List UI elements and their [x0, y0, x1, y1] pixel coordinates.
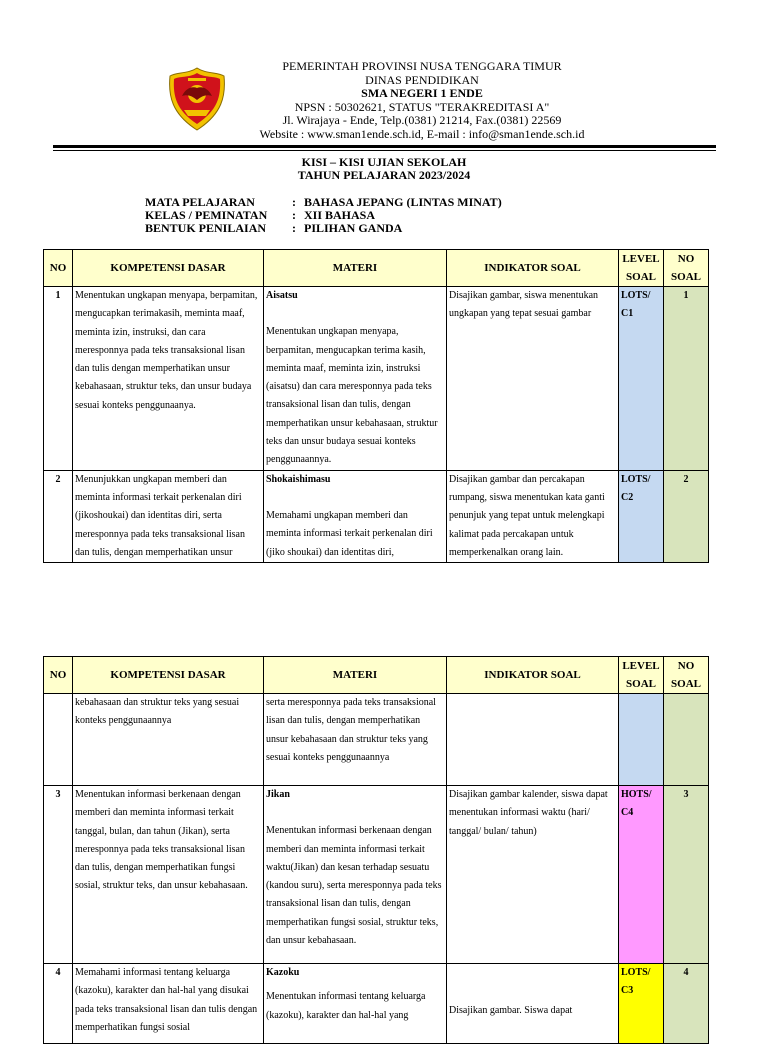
- row-number: 2: [44, 470, 73, 562]
- row-no-soal: [664, 694, 709, 786]
- header-no: NO: [44, 657, 73, 694]
- table-header-row: [44, 657, 709, 694]
- meta-label: MATA PELAJARAN: [145, 195, 255, 209]
- materi-body: Memahami ungkapan memberi dan meminta informasi terkait perkenalan diri (jiko shoukai) dan identitas diri,: [266, 509, 433, 558]
- header-level-soal: [619, 250, 664, 287]
- header-no-soal: [664, 657, 709, 694]
- level-line1: LOTS/: [621, 290, 651, 301]
- header-kompetensi-dasar: KOMPETENSI DASAR: [73, 657, 264, 694]
- document-title: [0, 156, 768, 182]
- meta-separator: :: [292, 208, 296, 223]
- row-indikator: Disajikan gambar, siswa menentukan ungkapan yang tepat sesuai gambar: [447, 287, 619, 471]
- level-line2: C2: [621, 491, 634, 503]
- row-no-soal: 1: [664, 287, 709, 471]
- kop-province: PEMERINTAH PROVINSI NUSA TENGGARA TIMUR: [282, 59, 562, 73]
- row-number: [44, 694, 73, 786]
- header-nosoal-line2: SOAL: [671, 678, 701, 690]
- row-materi: [264, 786, 447, 964]
- kop-school-name: SMA NEGERI 1 ENDE: [361, 86, 483, 101]
- row-materi: [264, 470, 447, 562]
- materi-body: Menentukan informasi berkenaan dengan memberi dan meminta informasi terkait waktu(Jikan) dan kesan terhadap sesuatu (kandou suru), serta meresponnya pada teks transaksional lisan dan tulis, dengan memperhatikan fungsi sosial, struktur teks, dan unsur kebahasaan.: [266, 825, 442, 947]
- level-line2: C4: [621, 807, 634, 819]
- header-indikator-soal: INDIKATOR SOAL: [447, 250, 619, 287]
- header-nosoal-line1: NO: [677, 253, 695, 265]
- kop-address: Jl. Wirajaya - Ende, Telp.(0381) 21214, Fax.(0381) 22569: [282, 113, 562, 128]
- meta-value: BAHASA JEPANG (LINTAS MINAT): [304, 195, 502, 209]
- row-kompetensi-dasar: Memahami informasi tentang keluarga (kazoku), karakter dan hal-hal yang disukai pada teks transaksional lisan dan tulis dengan memperhatikan fungsi sosial: [73, 964, 264, 1044]
- row-materi: serta meresponnya pada teks transaksional lisan dan tulis, dengan memperhatikan unsur kebahasaan dan struktur teks yang sesuai konteks penggunaannya: [264, 694, 447, 786]
- meta-separator: :: [292, 195, 296, 209]
- level-line1: HOTS/: [621, 789, 652, 800]
- row-kompetensi-dasar: Menentukan informasi berkenaan dengan memberi dan meminta informasi terkait tanggal, bulan, dan tahun (Jikan), serta meresponnya pada teks transaksional lisan dan tulis, dengan memperhatikan fungsi sosial, struktur teks, dan unsur kebahasaan.: [73, 786, 264, 964]
- kisi-table-page-2: [43, 656, 709, 1044]
- row-no-soal: 2: [664, 470, 709, 562]
- header-materi: MATERI: [264, 657, 447, 694]
- title-line-2: TAHUN PELAJARAN 2023/2024: [297, 168, 471, 182]
- header-nosoal-line2: SOAL: [671, 271, 701, 283]
- row-number: 4: [44, 964, 73, 1044]
- kop-website: Website : www.sman1ende.sch.id, E-mail : info@sman1ende.sch.id: [259, 126, 585, 141]
- header-level-soal: [619, 657, 664, 694]
- row-materi: [264, 287, 447, 471]
- row-indikator: Disajikan gambar kalender, siswa dapat menentukan informasi waktu (hari/ tanggal/ bulan/ tahun): [447, 786, 619, 964]
- meta-row-assessment: [145, 222, 502, 235]
- meta-label: BENTUK PENILAIAN: [145, 221, 267, 236]
- table-row: [44, 964, 709, 1044]
- row-indikator: [447, 964, 619, 1044]
- header-level-line1: LEVEL: [622, 660, 660, 672]
- row-number: 3: [44, 786, 73, 964]
- meta-value: XII BAHASA: [304, 208, 376, 223]
- kop-agency: DINAS PENDIDIKAN: [365, 72, 479, 87]
- header-no: NO: [44, 250, 73, 287]
- row-no-soal: 3: [664, 786, 709, 964]
- row-kompetensi-dasar: kebahasaan dan struktur teks yang sesuai konteks penggunaannya: [73, 694, 264, 786]
- row-materi: [264, 964, 447, 1044]
- row-no-soal: 4: [664, 964, 709, 1044]
- row-kompetensi-dasar: Menunjukkan ungkapan memberi dan meminta informasi terkait perkenalan diri (jikoshoukai) dan identitas diri, serta meresponnya pada teks transaksional lisan dan tulis, dengan memperhatikan unsur: [73, 470, 264, 562]
- meta-separator: :: [292, 221, 296, 236]
- exam-meta: [145, 196, 502, 236]
- indikator-text: Disajikan gambar. Siswa dapat: [449, 1005, 573, 1016]
- header-no-soal: [664, 250, 709, 287]
- letterhead-divider-thin: [53, 150, 716, 151]
- header-level-line1: LEVEL: [622, 253, 660, 265]
- table-row: [44, 287, 709, 471]
- header-level-line2: SOAL: [626, 678, 656, 690]
- meta-value: PILIHAN GANDA: [304, 221, 403, 236]
- materi-title: Shokaishimasu: [266, 473, 331, 485]
- table-row: [44, 470, 709, 562]
- letterhead: [0, 0, 768, 160]
- level-line1: LOTS/: [621, 967, 651, 978]
- materi-body: Menentukan ungkapan menyapa, berpamitan, mengucapkan terima kasih, meminta maaf, meminta izin, instruksi (aisatsu) dan cara meresponnya pada teks transaksional lisan dan tulis, dengan memperhatikan unsur kebahasaan, struktur teks dan unsur budaya sesuai konteks penggunaannya.: [266, 326, 438, 466]
- level-line1: LOTS/: [621, 473, 651, 485]
- row-level-soal: [619, 694, 664, 786]
- row-level-soal: [619, 470, 664, 562]
- kop-npsn: NPSN : 50302621, STATUS "TERAKREDITASI A": [294, 99, 550, 114]
- header-kompetensi-dasar: KOMPETENSI DASAR: [73, 250, 264, 287]
- materi-title: Aisatsu: [266, 290, 298, 301]
- row-indikator: Disajikan gambar dan percakapan rumpang, siswa menentukan kata ganti penunjuk yang tepat untuk melengkapi kalimat pada percakapan untuk memperkenalkan orang lain.: [447, 470, 619, 562]
- provincial-crest-icon: [166, 66, 228, 132]
- header-materi: MATERI: [264, 250, 447, 287]
- materi-title: Jikan: [266, 789, 290, 800]
- letterhead-divider-thick: [53, 145, 716, 148]
- row-indikator: [447, 694, 619, 786]
- row-number: 1: [44, 287, 73, 471]
- row-kompetensi-dasar: Menentukan ungkapan menyapa, berpamitan, mengucapkan terimakasih, meminta maaf, meminta izin, instruksi, dan cara meresponnya pada teks transaksional lisan dan tulis dengan memperhatikan unsur kebahasaan, struktur teks, dan unsur budaya sesuai konteks penggunaanya.: [73, 287, 264, 471]
- header-indikator-soal: INDIKATOR SOAL: [447, 657, 619, 694]
- kisi-table-page-1: [43, 249, 709, 563]
- row-level-soal: [619, 786, 664, 964]
- letterhead-text: [246, 60, 598, 142]
- table-row-continued: [44, 694, 709, 786]
- materi-title: Kazoku: [266, 967, 300, 978]
- meta-label: KELAS / PEMINATAN: [145, 208, 268, 223]
- table-row: [44, 786, 709, 964]
- header-nosoal-line1: NO: [677, 660, 695, 672]
- level-line2: C3: [621, 985, 634, 997]
- row-level-soal: [619, 287, 664, 471]
- row-level-soal: [619, 964, 664, 1044]
- title-line-1: KISI – KISI UJIAN SEKOLAH: [301, 155, 467, 169]
- level-line2: C1: [621, 308, 634, 320]
- table-header-row: [44, 250, 709, 287]
- materi-body: Menentukan informasi tentang keluarga (kazoku), karakter dan hal-hal yang: [266, 991, 426, 1021]
- header-level-line2: SOAL: [626, 271, 656, 283]
